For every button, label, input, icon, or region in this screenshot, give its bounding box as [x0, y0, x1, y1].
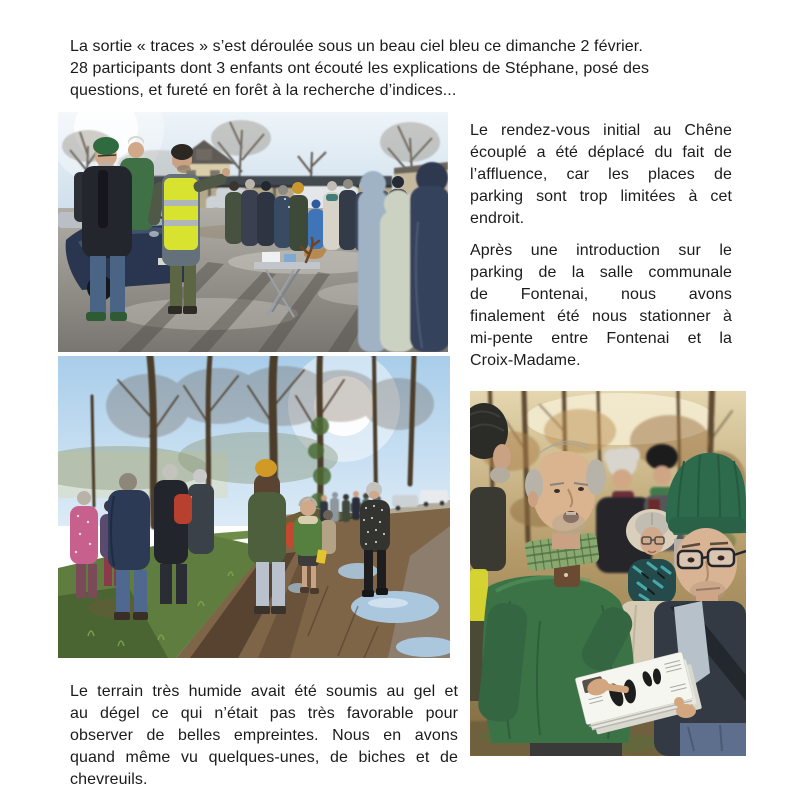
- text-line: l’affluence, car les places de: [470, 166, 732, 183]
- text-line: Après une introduction sur le: [470, 242, 732, 259]
- photo-track-identification-image: [470, 391, 746, 756]
- text-line: 28 participants dont 3 enfants ont écouté les explications de Stéphane, posé des: [70, 60, 650, 77]
- text-line: La sortie « traces » s’est déroulée sous un beau ciel bleu ce dimanche 2 février.: [70, 38, 643, 55]
- text-line: chevreuils.: [70, 771, 148, 788]
- text-line: observer de belles empreintes. Nous en avons: [70, 727, 458, 744]
- text-line: quand même vu quelques-unes, de biches et de: [70, 749, 458, 766]
- photo-muddy-lane-image: [58, 356, 450, 658]
- text-line: Le rendez-vous initial au Chêne: [470, 122, 732, 139]
- text-line: questions, et fureté en forêt à la recherche d’indices...: [70, 82, 457, 99]
- text-line: parking sont trop limitées à cet: [470, 188, 732, 205]
- photo-muddy-lane: [58, 356, 450, 658]
- text-line: de Fontenai, nous avons: [470, 286, 732, 303]
- text-line: Le terrain très humide avait été soumis au gel et: [70, 683, 458, 700]
- text-line: endroit.: [470, 210, 525, 227]
- right-column-paragraph-1: [470, 120, 732, 230]
- intro-paragraph: [70, 36, 738, 102]
- photo-track-identification: [470, 391, 746, 756]
- text-line: parking de la salle communale: [470, 264, 732, 281]
- text-line: mi-pente entre Fontenai et la: [470, 330, 732, 347]
- photo-parking-briefing-image: [58, 112, 448, 352]
- text-line: écouplé a été déplacé du fait de: [470, 144, 732, 161]
- bottom-paragraph: [70, 681, 458, 791]
- right-column-paragraph-2: [470, 240, 732, 372]
- text-line: finalement été nous stationner à: [470, 308, 732, 325]
- text-line: au dégel ce qui n’était pas très favorable pour: [70, 705, 458, 722]
- photo-parking-briefing: [58, 112, 448, 352]
- text-line: Croix-Madame.: [470, 352, 581, 369]
